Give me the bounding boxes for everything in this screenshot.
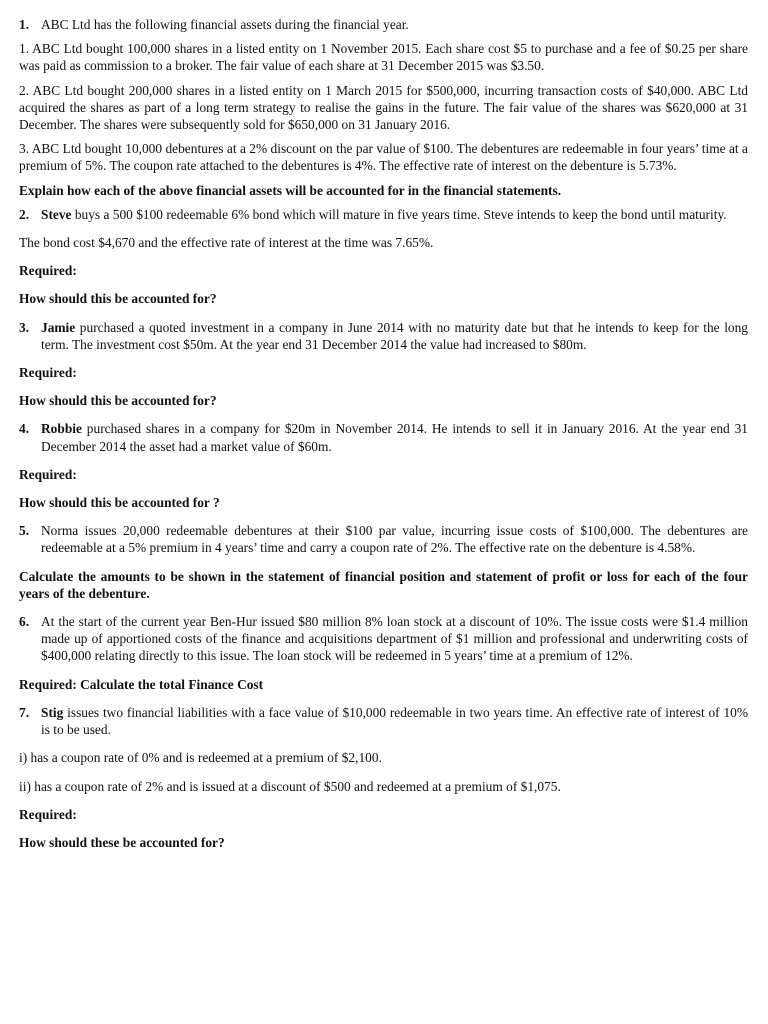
question-7-item-ii: ii) has a coupon rate of 2% and is issued at a discount of $500 and redeemed at a premium of $1,075. bbox=[19, 778, 561, 794]
question-2-question: How should this be accounted for? bbox=[19, 291, 217, 307]
question-7 bbox=[19, 704, 748, 738]
question-number: 4. bbox=[19, 421, 30, 437]
required-label: Required: bbox=[19, 806, 77, 822]
question-4-question: How should this be accounted for ? bbox=[19, 495, 220, 511]
required-label: Required: bbox=[19, 466, 77, 482]
question-number: 7. bbox=[19, 704, 30, 720]
question-3-text: purchased a quoted investment in a company in June 2014 with no maturity date but that he intends to keep for the long term. The investment cost $50m. At the year end 31 December 2014 the value had increased to $80m. bbox=[41, 319, 748, 352]
question-6-text: At the start of the current year Ben-Hur issued $80 million 8% loan stock at a discount of 10%. The issue costs were $1.4 million made up of apportioned costs of the finance and acquisitions department of $1 million and professional and underwriting costs of $400,000 relating directly to this issue. The loan stock will be redeemed in 5 years’ time at a premium of 12%. bbox=[41, 614, 748, 664]
question-3 bbox=[19, 319, 748, 353]
person-name: Jamie bbox=[41, 319, 76, 335]
question-number: 1. bbox=[19, 17, 30, 32]
question-6-required: Required: Calculate the total Finance Cost bbox=[19, 676, 264, 692]
question-5-instruction: Calculate the amounts to be shown in the statement of financial position and statement of profit or loss for each of the four years of the debenture. bbox=[19, 568, 748, 601]
question-5-text: Norma issues 20,000 redeemable debentures at their $100 par value, incurring issue costs of $100,000. The debentures are redeemable at a 5% premium in 4 years’ time and carry a coupon rate of 2%. The effective rate on the debenture is 4.58%. bbox=[41, 523, 748, 556]
required-label: Required: bbox=[19, 263, 77, 279]
question-5 bbox=[19, 522, 748, 556]
question-2-text: buys a 500 $100 redeemable 6% bond which will mature in five years time. Steve intends to keep the bond until maturity. bbox=[71, 206, 727, 222]
question-4 bbox=[19, 420, 748, 454]
question-2-extra: The bond cost $4,670 and the effective rate of interest at the time was 7.65%. bbox=[19, 235, 434, 251]
question-7-question: How should these be accounted for? bbox=[19, 834, 225, 850]
question-6 bbox=[19, 613, 748, 665]
question-2-body bbox=[41, 206, 748, 223]
question-number: 6. bbox=[19, 614, 30, 630]
question-7-body bbox=[41, 704, 748, 738]
question-3-question: How should this be accounted for? bbox=[19, 393, 217, 409]
question-7-text: issues two financial liabilities with a face value of $10,000 redeemable in two years time. An effective rate of interest of 10% is to be used. bbox=[41, 704, 748, 738]
question-1-paragraph-3: 3. ABC Ltd bought 10,000 debentures at a 2% discount on the par value of $100. The debentures are redeemable in four years’ time at a premium of 5%. The coupon rate attached to the debentures is 4%. The effective rate of interest on the debenture is 5.73%. bbox=[19, 141, 748, 174]
person-name: Stig bbox=[41, 704, 64, 720]
person-name: Robbie bbox=[41, 421, 82, 437]
question-3-body bbox=[41, 319, 748, 353]
question-1-instruction: Explain how each of the above financial assets will be accounted for in the financial statements. bbox=[19, 182, 562, 198]
question-number: 5. bbox=[19, 523, 30, 539]
question-2 bbox=[19, 206, 748, 223]
question-1-paragraph-1: 1. ABC Ltd bought 100,000 shares in a listed entity on 1 November 2015. Each share cost $5 to purchase and a fee of $0.25 per share was paid as commission to a broker. The fair value of each share at 31 December 2015 was $3.50. bbox=[19, 41, 748, 74]
question-number: 3. bbox=[19, 319, 30, 335]
question-7-item-i: i) has a coupon rate of 0% and is redeemed at a premium of $2,100. bbox=[19, 750, 382, 766]
required-label: Required: bbox=[19, 365, 77, 381]
question-1-paragraph-2: 2. ABC Ltd bought 200,000 shares in a listed entity on 1 March 2015 for $500,000, incurring transaction costs of $40,000. ABC Ltd acquired the shares as part of a long term strategy to realise the gains in the future. The fair value of the shares was $620,000 at 31 December. The shares were subsequently sold for $650,000 on 31 January 2016. bbox=[19, 82, 748, 133]
question-4-text: purchased shares in a company for $20m in November 2014. He intends to sell it in January 2016. At the year end 31 December 2014 the asset had a market value of $60m. bbox=[41, 421, 748, 454]
question-1-intro: ABC Ltd has the following financial assets during the financial year. bbox=[41, 17, 409, 32]
question-number: 2. bbox=[19, 206, 30, 222]
question-1 bbox=[19, 16, 748, 33]
person-name: Steve bbox=[41, 206, 72, 222]
question-4-body bbox=[41, 420, 748, 454]
